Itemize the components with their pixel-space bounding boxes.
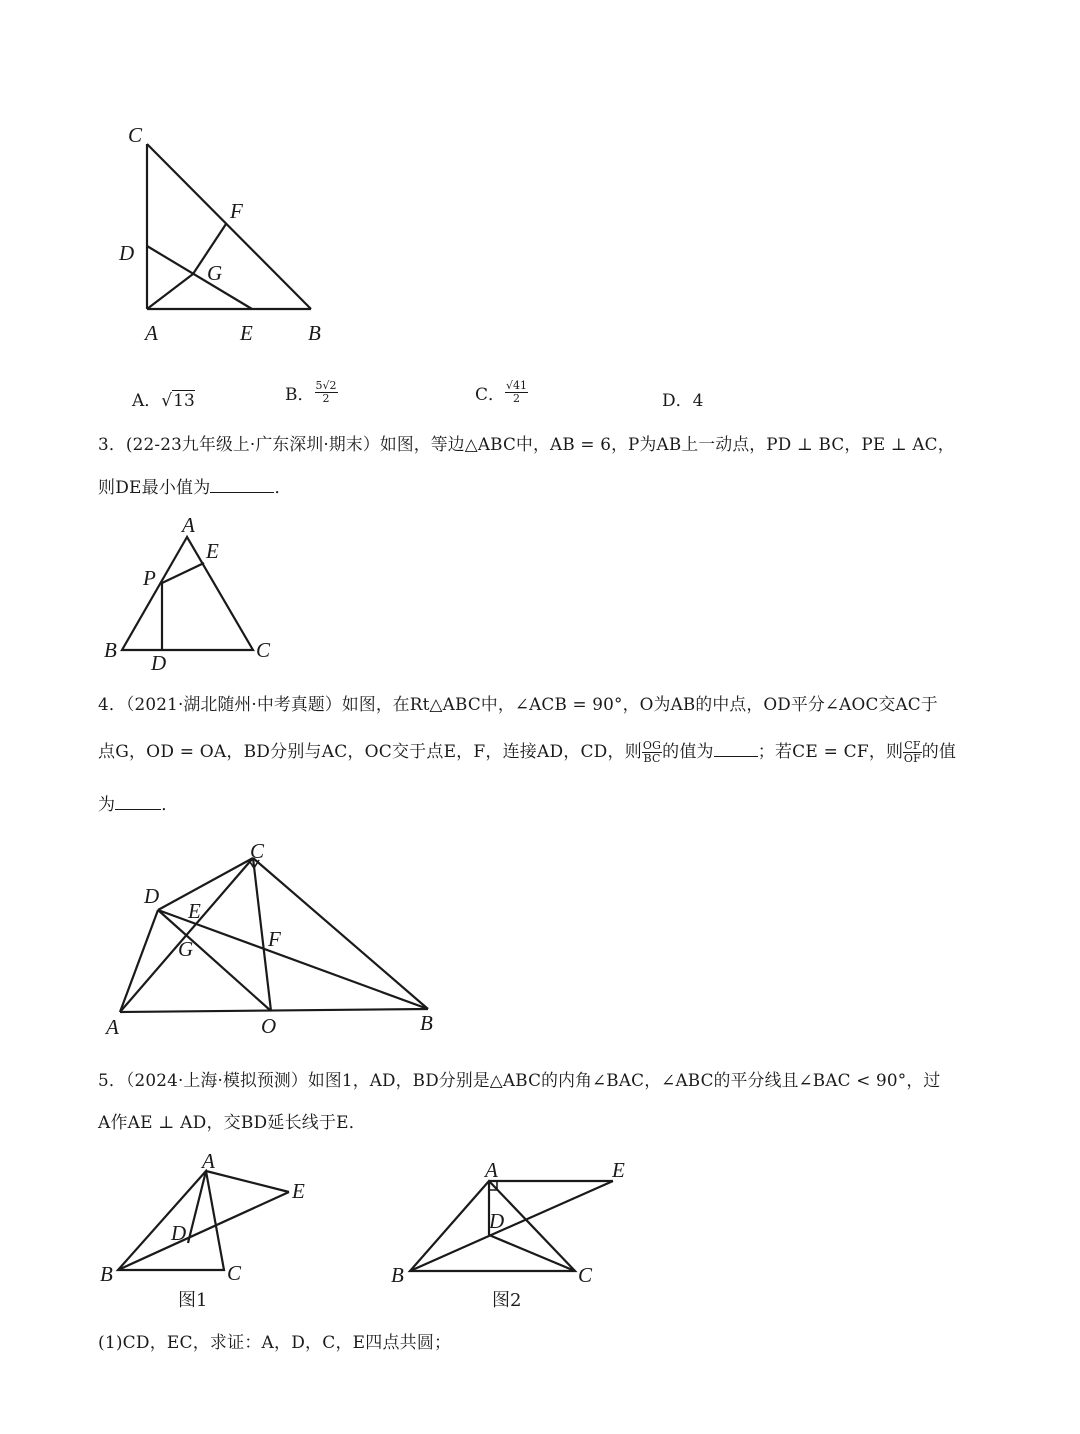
q4-label-a: A <box>106 1015 119 1039</box>
option-d[interactable] <box>662 386 703 411</box>
q4-line-2-a: 点G，OD = OA，BD分别与AC，OC交于点E，F，连接AD，CD，则 <box>98 742 642 763</box>
q3-label-b: B <box>104 638 117 662</box>
figure-q5-2-lines <box>410 1181 613 1271</box>
q5-part-1: (1)CD，EC，求证：A，D，C，E四点共圆； <box>98 1333 452 1353</box>
q4-fraction-og-bc: $\frac{OG}{BC}$ <box>642 739 662 766</box>
segment-ag <box>147 274 193 309</box>
q5b-label-b: B <box>391 1263 404 1287</box>
q5-fig2-caption: 图2 <box>492 1290 522 1311</box>
q4-label-g: G <box>178 937 194 961</box>
q3-answer-blank[interactable] <box>210 492 274 493</box>
q3-label-p: P <box>143 566 156 590</box>
segment-dc-5b <box>489 1235 575 1271</box>
figure-1-lines <box>147 144 311 309</box>
q5b-label-e: E <box>612 1158 625 1182</box>
label-c: C <box>128 123 143 147</box>
option-d-label: D． <box>662 391 693 411</box>
q3-line-1: 3．(22-23九年级上·广东深圳·期末）如图，等边△ABC中，AB = 6，P为AB上一动点，PD ⊥ BC，PE ⊥ AC， <box>98 434 955 454</box>
q5a-label-e: E <box>292 1179 305 1203</box>
option-d-value: 4 <box>692 391 704 411</box>
q5a-label-a: A <box>202 1149 215 1173</box>
option-a[interactable] <box>132 386 195 411</box>
q4-label-f: F <box>268 927 281 951</box>
segment-ab4 <box>120 1009 428 1012</box>
q3-label-d: D <box>151 651 167 675</box>
segment-cb <box>147 144 311 309</box>
segment-pe <box>162 563 204 583</box>
q4-line-3-prefix: 为 <box>98 795 116 815</box>
segment-db4 <box>158 910 428 1009</box>
q4-line-3 <box>98 797 178 814</box>
q3-label-c: C <box>256 638 271 662</box>
figure-q3-lines <box>122 537 253 650</box>
q4-line-2-b: 的值为 <box>662 742 714 763</box>
option-a-value: √13 <box>161 391 195 411</box>
q5-fig1-caption: 图1 <box>178 1290 208 1311</box>
q3-line-2 <box>98 480 292 497</box>
segment-ae-5a <box>206 1171 289 1192</box>
q3-line-2-suffix: ． <box>274 478 292 498</box>
q4-label-e: E <box>188 899 201 923</box>
option-b[interactable] <box>285 380 338 405</box>
q4-fraction-cf-of: $\frac{CF}{OF}$ <box>903 739 921 766</box>
q4-line-3-suffix: ． <box>161 795 179 815</box>
label-f: F <box>230 199 243 223</box>
option-c[interactable] <box>475 380 528 405</box>
label-b: B <box>308 321 321 345</box>
option-c-fraction: $\frac{√41}{2}$ <box>506 379 528 406</box>
q5b-label-a: A <box>485 1158 498 1182</box>
q5a-label-d: D <box>171 1221 187 1245</box>
segment-do4 <box>158 910 271 1011</box>
q4-label-o: O <box>261 1014 277 1038</box>
triangle-abc <box>122 537 253 650</box>
q4-line-1: 4．（2021·湖北随州·中考真题）如图，在Rt△ABC中，∠ACB = 90°，O为AB的中点，OD平分∠AOC交AC于 <box>98 694 938 714</box>
segment-de <box>147 246 252 309</box>
q5b-label-c: C <box>578 1263 593 1287</box>
q4-line-2-c: ；若CE = CF，则 <box>757 742 904 763</box>
q4-line-2 <box>98 740 956 765</box>
option-a-label: A． <box>132 391 162 411</box>
segment-ad4 <box>120 910 158 1012</box>
label-a: A <box>145 321 158 345</box>
segment-be-5b <box>410 1181 613 1271</box>
q4-label-b: B <box>420 1011 433 1035</box>
q4-answer-blank-1[interactable] <box>714 756 758 757</box>
figure-q5-1-lines <box>118 1171 289 1270</box>
q5a-label-c: C <box>227 1261 242 1285</box>
q5a-label-b: B <box>100 1262 113 1286</box>
q4-label-d: D <box>144 884 160 908</box>
label-g: G <box>207 261 223 285</box>
q5-line-2: A作AE ⊥ AD，交BD延长线于E． <box>98 1113 366 1133</box>
option-c-label: C． <box>475 385 506 406</box>
q4-answer-blank-2[interactable] <box>115 809 161 810</box>
q3-line-2-prefix: 则DE最小值为 <box>98 478 211 498</box>
label-d: D <box>119 241 135 265</box>
q5-line-1: 5．（2024·上海·模拟预测）如图1，AD，BD分别是△ABC的内角∠BAC，∠ABC的平分线且∠BAC < 90°，过 <box>98 1070 941 1090</box>
label-e: E <box>240 321 253 345</box>
q4-line-2-d: 的值 <box>921 742 957 763</box>
option-b-fraction: $\frac{5√2}{2}$ <box>315 379 337 406</box>
option-b-label: B． <box>285 385 315 406</box>
q3-label-e: E <box>206 539 219 563</box>
q5b-label-d: D <box>489 1209 505 1233</box>
q3-label-a: A <box>182 513 195 537</box>
segment-be-5a <box>118 1192 289 1270</box>
segment-dc4 <box>158 858 253 910</box>
q4-label-c: C <box>250 839 265 863</box>
